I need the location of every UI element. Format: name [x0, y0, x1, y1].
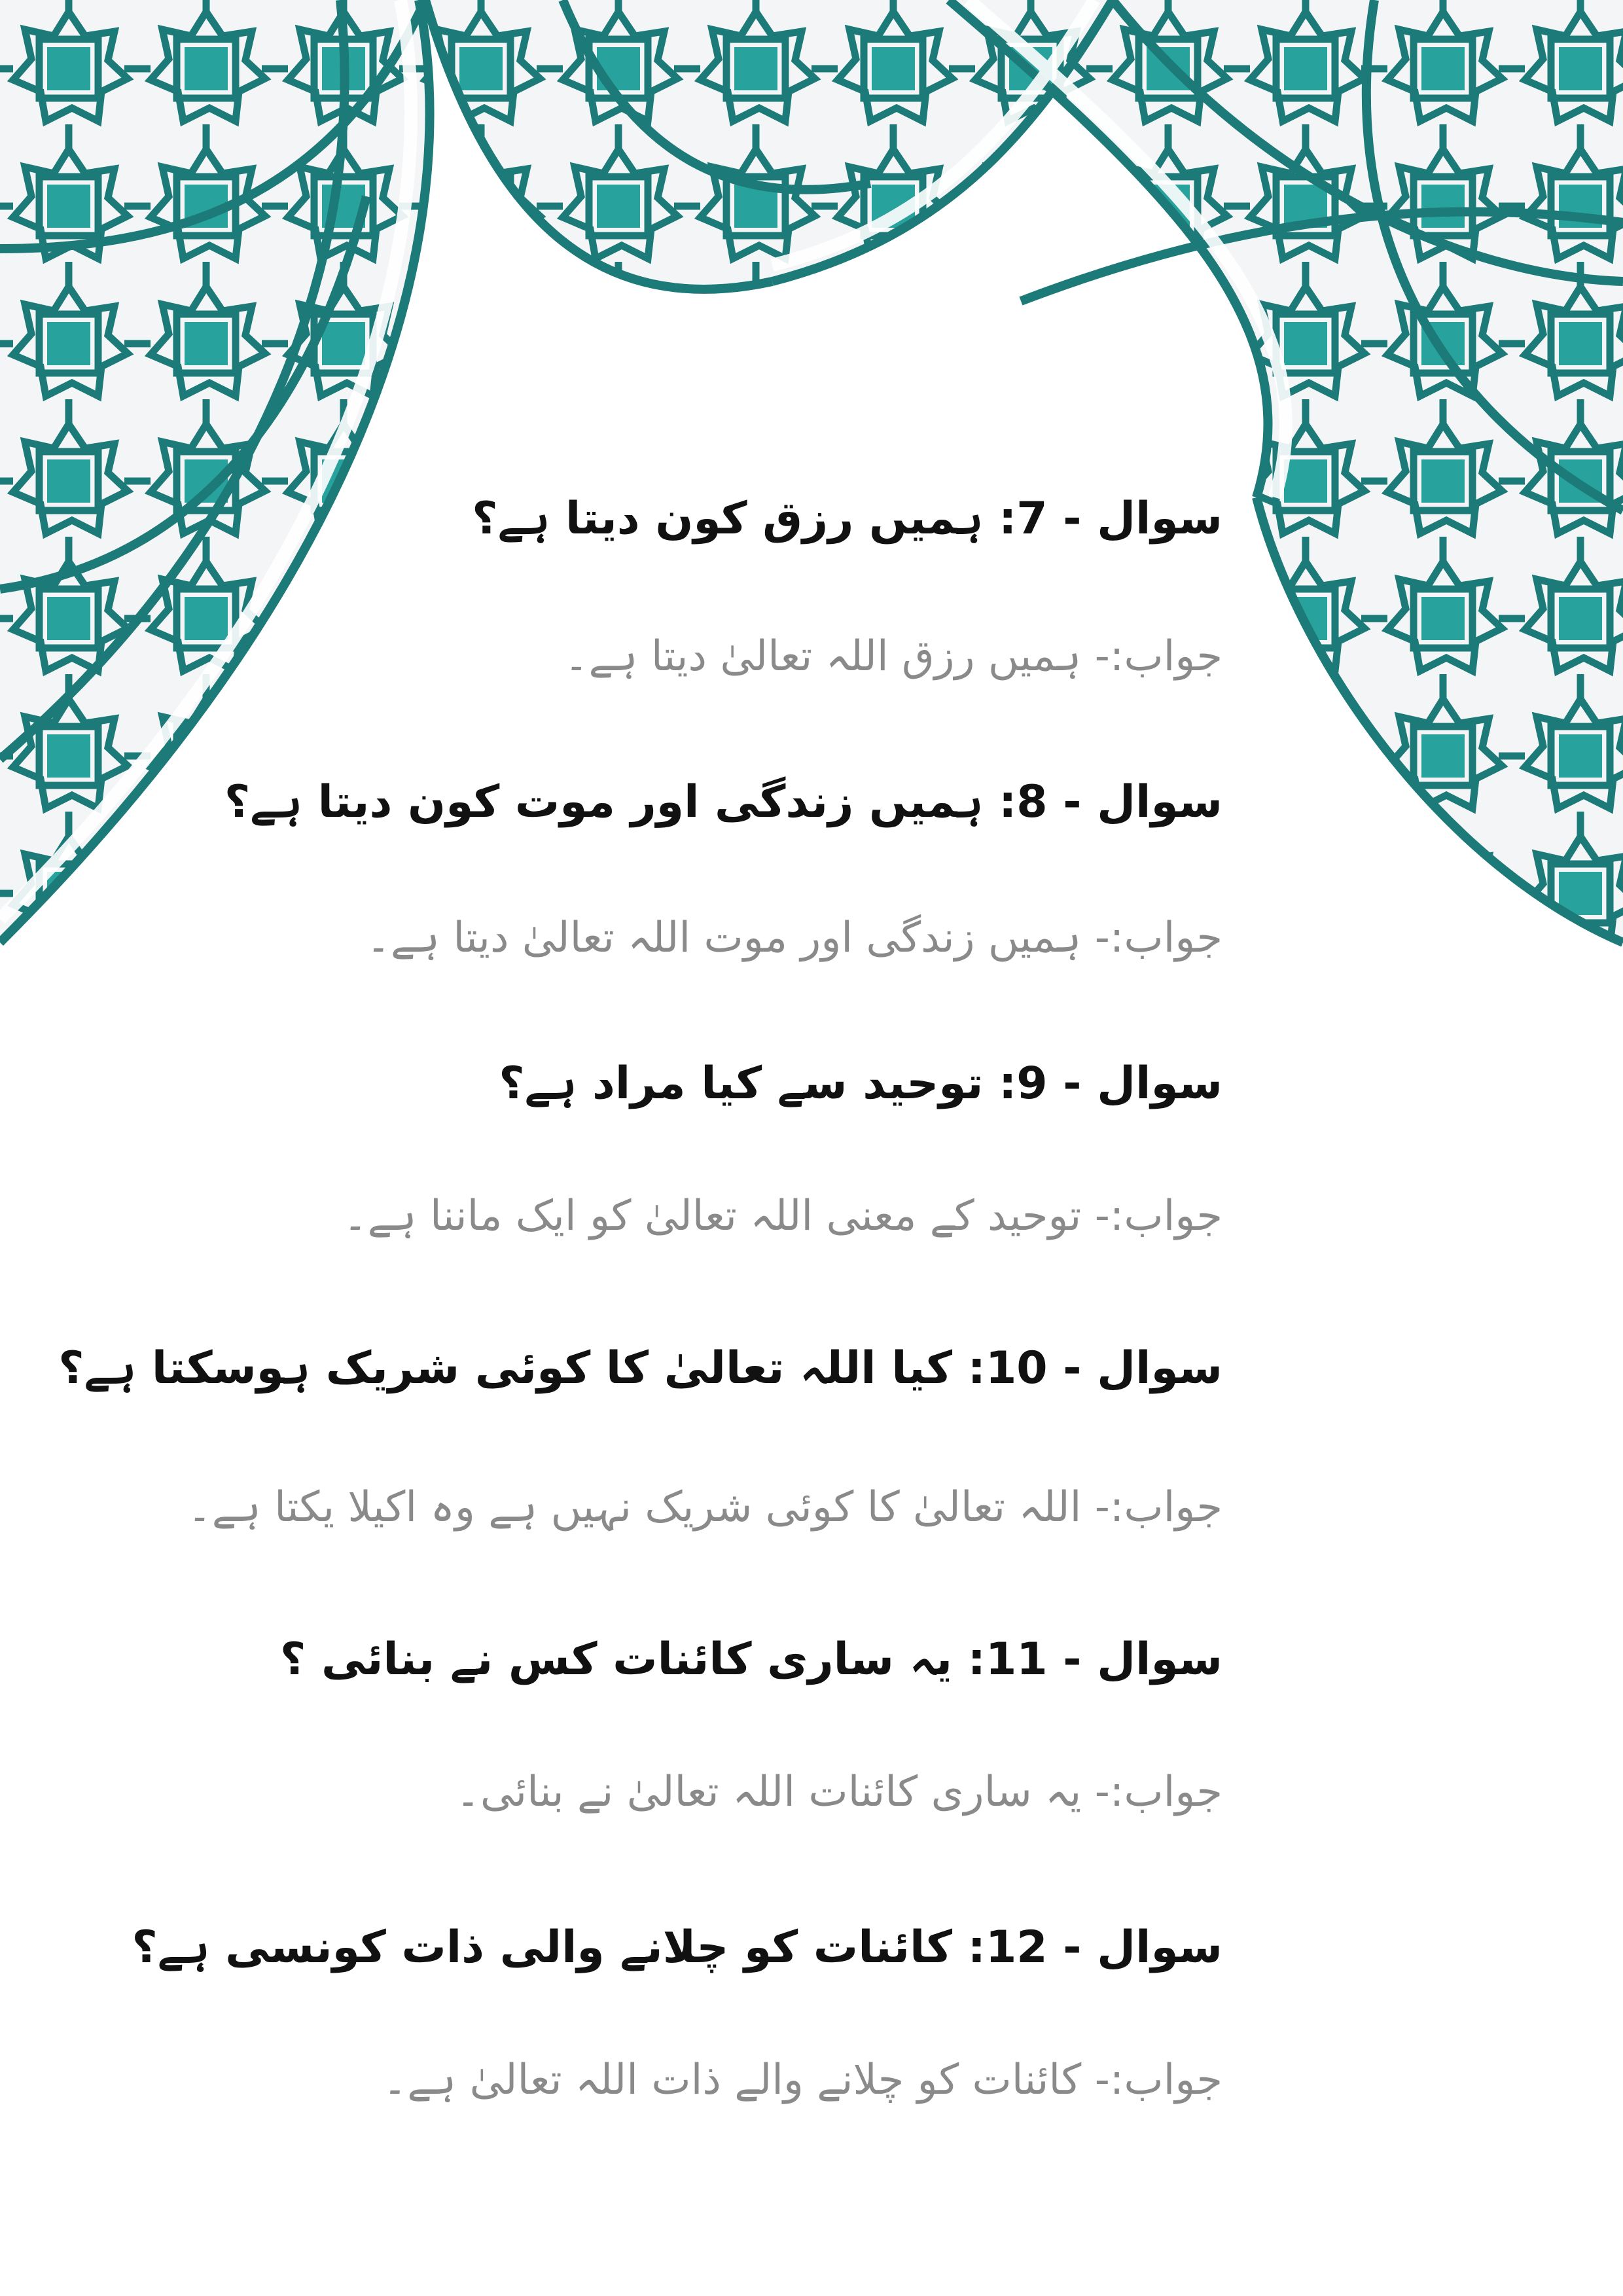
answer-7: جواب:- ہمیں رزق اللہ تعالیٰ دیتا ہے۔: [564, 632, 1222, 681]
answer-12: جواب:- کائنات کو چلانے والے ذات اللہ تعالیٰ ہے۔: [382, 2056, 1222, 2104]
answer-8: جواب:- ہمیں زندگی اور موت اللہ تعالیٰ دیتا ہے۔: [366, 914, 1222, 962]
question-12: سوال - 12: کائنات کو چلانے والی ذات کونسی ہے؟: [132, 1922, 1222, 1973]
answer-9: جواب:- توحید کے معنی اللہ تعالیٰ کو ایک ماننا ہے۔: [343, 1192, 1222, 1240]
question-8: سوال - 8: ہمیں زندگی اور موت کون دیتا ہے؟: [224, 776, 1222, 828]
question-9: سوال - 9: توحید سے کیا مراد ہے؟: [499, 1058, 1222, 1109]
answer-10: جواب:- اللہ تعالیٰ کا کوئی شریک نہیں ہے وہ اکیلا یکتا ہے۔: [187, 1483, 1222, 1532]
question-10: سوال - 10: کیا اللہ تعالیٰ کا کوئی شریک ہوسکتا ہے؟: [58, 1342, 1222, 1394]
question-11: سوال - 11: یہ ساری کائنات کس نے بنائی ؟: [279, 1634, 1222, 1685]
islamic-pattern-ornament: [0, 0, 1623, 982]
question-7: سوال - 7: ہمیں رزق کون دیتا ہے؟: [472, 493, 1222, 545]
answer-11: جواب:- یہ ساری کائنات اللہ تعالیٰ نے بنائی۔: [455, 1768, 1222, 1816]
